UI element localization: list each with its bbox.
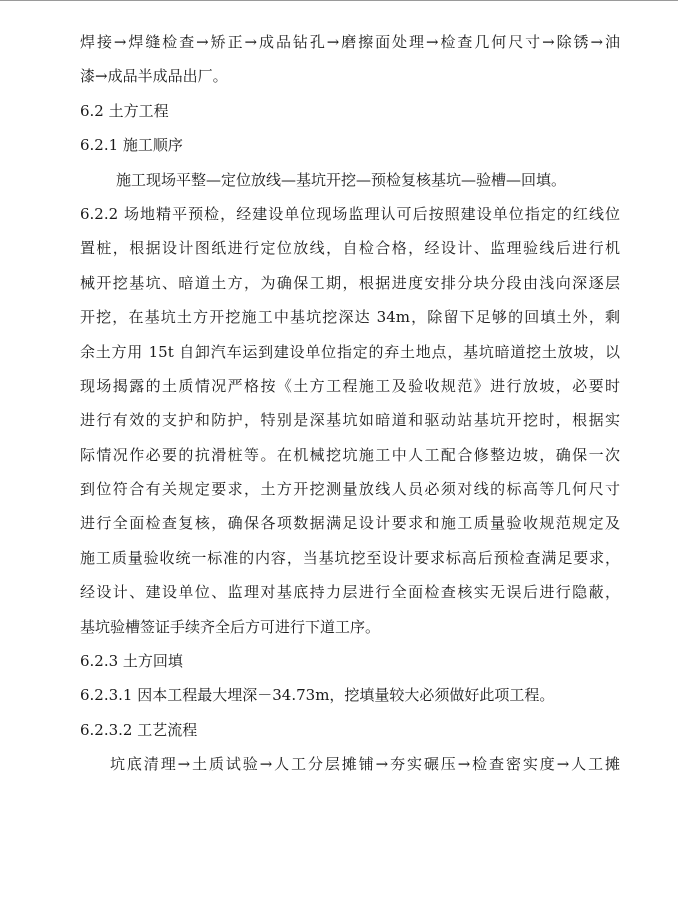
section-6-2-2-line-1: 6.2.2 场地精平预检，经建设单位现场监理认可后按照建设单位指定的红线位 <box>80 204 620 223</box>
section-6-2-2-line-11: 施工质量验收统一标准的内容，当基坑挖至设计要求标高后预检查满足要求， <box>80 548 620 567</box>
section-heading-6-2-3-2: 6.2.3.2 工艺流程 <box>80 720 198 739</box>
process-flow-line-2: 漆→成品半成品出厂。 <box>80 67 228 86</box>
page-top-rule <box>0 0 678 1</box>
section-heading-6-2-1: 6.2.1 施工顺序 <box>80 136 183 155</box>
section-6-2-2-line-3: 械开挖基坑、暗道土方，为确保工期，根据进度安排分块分段由浅向深逐层 <box>80 273 620 292</box>
section-heading-6-2-3: 6.2.3 土方回填 <box>80 652 183 671</box>
section-6-2-2-line-10: 进行全面检查复核，确保各项数据满足设计要求和施工质量验收规范规定及 <box>80 514 620 533</box>
section-6-2-2-line-13: 基坑验槽签证手续齐全后方可进行下道工序。 <box>80 617 381 636</box>
document-page <box>80 25 620 782</box>
section-6-2-2-line-7: 进行有效的支护和防护，特别是深基坑如暗道和驱动站基坑开挖时，根据实 <box>80 411 620 430</box>
section-6-2-2-line-12: 经设计、建设单位、监理对基底持力层进行全面检查核实无误后进行隐蔽， <box>80 583 620 602</box>
section-6-2-2-line-9: 到位符合有关规定要求，土方开挖测量放线人员必须对线的标高等几何尺寸 <box>80 480 620 499</box>
section-heading-6-2: 6.2 土方工程 <box>80 101 169 120</box>
backfill-process-flow-text: 坑底清理→土质试验→人工分层摊铺→夯实碾压→检查密实度→人工摊 <box>110 755 620 774</box>
section-6-2-3-1-text: 6.2.3.1 因本工程最大埋深－34.73m，挖填量较大必须做好此项工程。 <box>80 686 555 705</box>
section-6-2-2-line-4: 开挖，在基坑土方开挖施工中基坑挖深达 34m，除留下足够的回填土外，剩 <box>80 308 620 327</box>
construction-sequence-text: 施工现场平整—定位放线—基坑开挖—预检复核基坑—验槽—回填。 <box>116 170 567 189</box>
section-6-2-2-line-2: 置桩，根据设计图纸进行定位放线，自检合格，经设计、监理验线后进行机 <box>80 239 620 258</box>
section-6-2-2-line-6: 现场揭露的土质情况严格按《土方工程施工及验收规范》进行放坡，必要时 <box>80 376 620 395</box>
process-flow-line-1: 焊接→焊缝检查→矫正→成品钻孔→磨擦面处理→检查几何尺寸→除锈→油 <box>80 33 620 51</box>
section-6-2-2-line-8: 际情况作必要的抗滑桩等。在机械挖坑施工中人工配合修整边坡，确保一次 <box>80 445 620 464</box>
section-6-2-2-line-5: 余土方用 15t 自卸汽车运到建设单位指定的弃土地点，基坑暗道挖土放坡，以 <box>80 342 620 361</box>
